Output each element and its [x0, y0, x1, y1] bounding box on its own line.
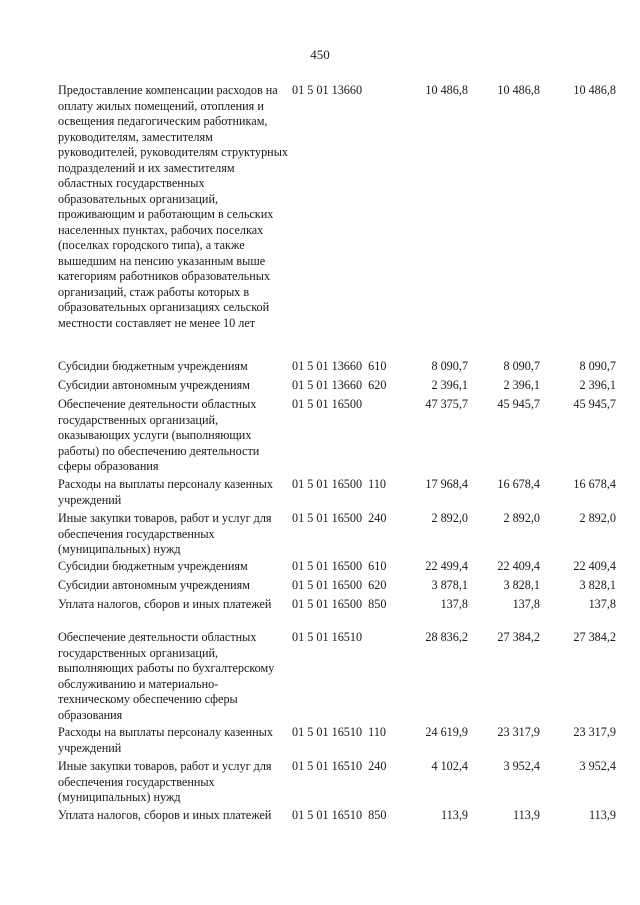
- row-value-1: 17 968,4: [425, 477, 468, 491]
- row-code: 01 5 01 16510 240: [292, 759, 387, 773]
- row-description: Иные закупки товаров, работ и услуг для обеспечения государственных (муниципальных) нужд: [58, 511, 272, 556]
- row-value-3: 3 828,1: [579, 578, 616, 592]
- row-code: 01 5 01 16510 850: [292, 808, 387, 822]
- row-value-2: 16 678,4: [497, 477, 540, 491]
- row-code: 01 5 01 16500 850: [292, 597, 387, 611]
- page-number: 450: [310, 47, 330, 62]
- row-description: Уплата налогов, сборов и иных платежей: [58, 808, 272, 822]
- row-value-1: 22 499,4: [425, 559, 468, 573]
- row-description: Субсидии бюджетным учреждениям: [58, 559, 248, 573]
- row-value-2: 45 945,7: [497, 397, 540, 411]
- row-value-2: 2 396,1: [503, 378, 540, 392]
- row-value-3: 113,9: [589, 808, 616, 822]
- row-description: Расходы на выплаты персоналу казенных учреждений: [58, 725, 273, 755]
- row-value-1: 24 619,9: [425, 725, 468, 739]
- row-value-2: 23 317,9: [497, 725, 540, 739]
- row-code: 01 5 01 16500 610: [292, 559, 387, 573]
- row-code: 01 5 01 16510: [292, 630, 363, 644]
- row-value-2: 3 952,4: [503, 759, 540, 773]
- row-value-1: 3 878,1: [431, 578, 468, 592]
- row-value-2: 2 892,0: [503, 511, 540, 525]
- row-description: Иные закупки товаров, работ и услуг для обеспечения государственных (муниципальных) нужд: [58, 759, 272, 804]
- row-value-2: 113,9: [513, 808, 540, 822]
- row-value-3: 27 384,2: [573, 630, 616, 644]
- row-value-3: 16 678,4: [573, 477, 616, 491]
- row-value-3: 3 952,4: [579, 759, 616, 773]
- row-value-3: 2 396,1: [579, 378, 616, 392]
- row-code: 01 5 01 16500 620: [292, 578, 387, 592]
- row-description: Предоставление компенсации расходов на оплату жилых помещений, отопления и освещения педагогическим работникам, руководителям, заместителям руководителей, руководителям структурных подразделений и их заместителям областных государственных образовательных организаций, проживающим и работающим в сельских населенных пунктах, рабочих поселках (поселках городского типа), а также вышедшим на пенсию указанным выше категориям работников образовательных организаций, стаж работы которых в образовательных организациях сельской местности составляет не менее 10 лет: [58, 83, 288, 330]
- row-value-1: 8 090,7: [431, 359, 468, 373]
- row-value-2: 22 409,4: [497, 559, 540, 573]
- row-value-3: 8 090,7: [579, 359, 616, 373]
- row-code: 01 5 01 16500 110: [292, 477, 387, 491]
- row-value-1: 137,8: [440, 597, 468, 611]
- row-value-3: 10 486,8: [573, 83, 616, 97]
- row-value-1: 2 892,0: [431, 511, 468, 525]
- row-code: 01 5 01 16500 240: [292, 511, 387, 525]
- row-description: Расходы на выплаты персоналу казенных учреждений: [58, 477, 273, 507]
- row-code: 01 5 01 16500: [292, 397, 363, 411]
- row-description: Субсидии бюджетным учреждениям: [58, 359, 248, 373]
- row-value-2: 10 486,8: [497, 83, 540, 97]
- row-description: Уплата налогов, сборов и иных платежей: [58, 597, 272, 611]
- row-value-2: 27 384,2: [497, 630, 540, 644]
- row-description: Обеспечение деятельности областных государственных организаций, выполняющих работы по бухгалтерскому обслуживанию и материально-техническому обеспечению сферы образования: [58, 630, 275, 722]
- row-value-1: 113,9: [441, 808, 468, 822]
- row-description: Обеспечение деятельности областных государственных организаций, оказывающих услуги (выполняющих работы) по обеспечению деятельности сферы образования: [58, 397, 260, 473]
- row-value-3: 22 409,4: [573, 559, 616, 573]
- row-code: 01 5 01 13660 610: [292, 359, 387, 373]
- row-description: Субсидии автономным учреждениям: [58, 378, 250, 392]
- row-value-2: 137,8: [512, 597, 540, 611]
- row-value-3: 45 945,7: [573, 397, 616, 411]
- row-code: 01 5 01 16510 110: [292, 725, 387, 739]
- row-value-1: 28 836,2: [425, 630, 468, 644]
- row-value-1: 2 396,1: [431, 378, 468, 392]
- row-code: 01 5 01 13660 620: [292, 378, 387, 392]
- row-description: Субсидии автономным учреждениям: [58, 578, 250, 592]
- row-value-1: 4 102,4: [431, 759, 468, 773]
- row-value-2: 3 828,1: [503, 578, 540, 592]
- row-value-3: 2 892,0: [579, 511, 616, 525]
- row-value-2: 8 090,7: [503, 359, 540, 373]
- row-code: 01 5 01 13660: [292, 83, 363, 97]
- row-value-1: 47 375,7: [425, 397, 468, 411]
- row-value-3: 137,8: [588, 597, 616, 611]
- row-value-3: 23 317,9: [573, 725, 616, 739]
- row-value-1: 10 486,8: [425, 83, 468, 97]
